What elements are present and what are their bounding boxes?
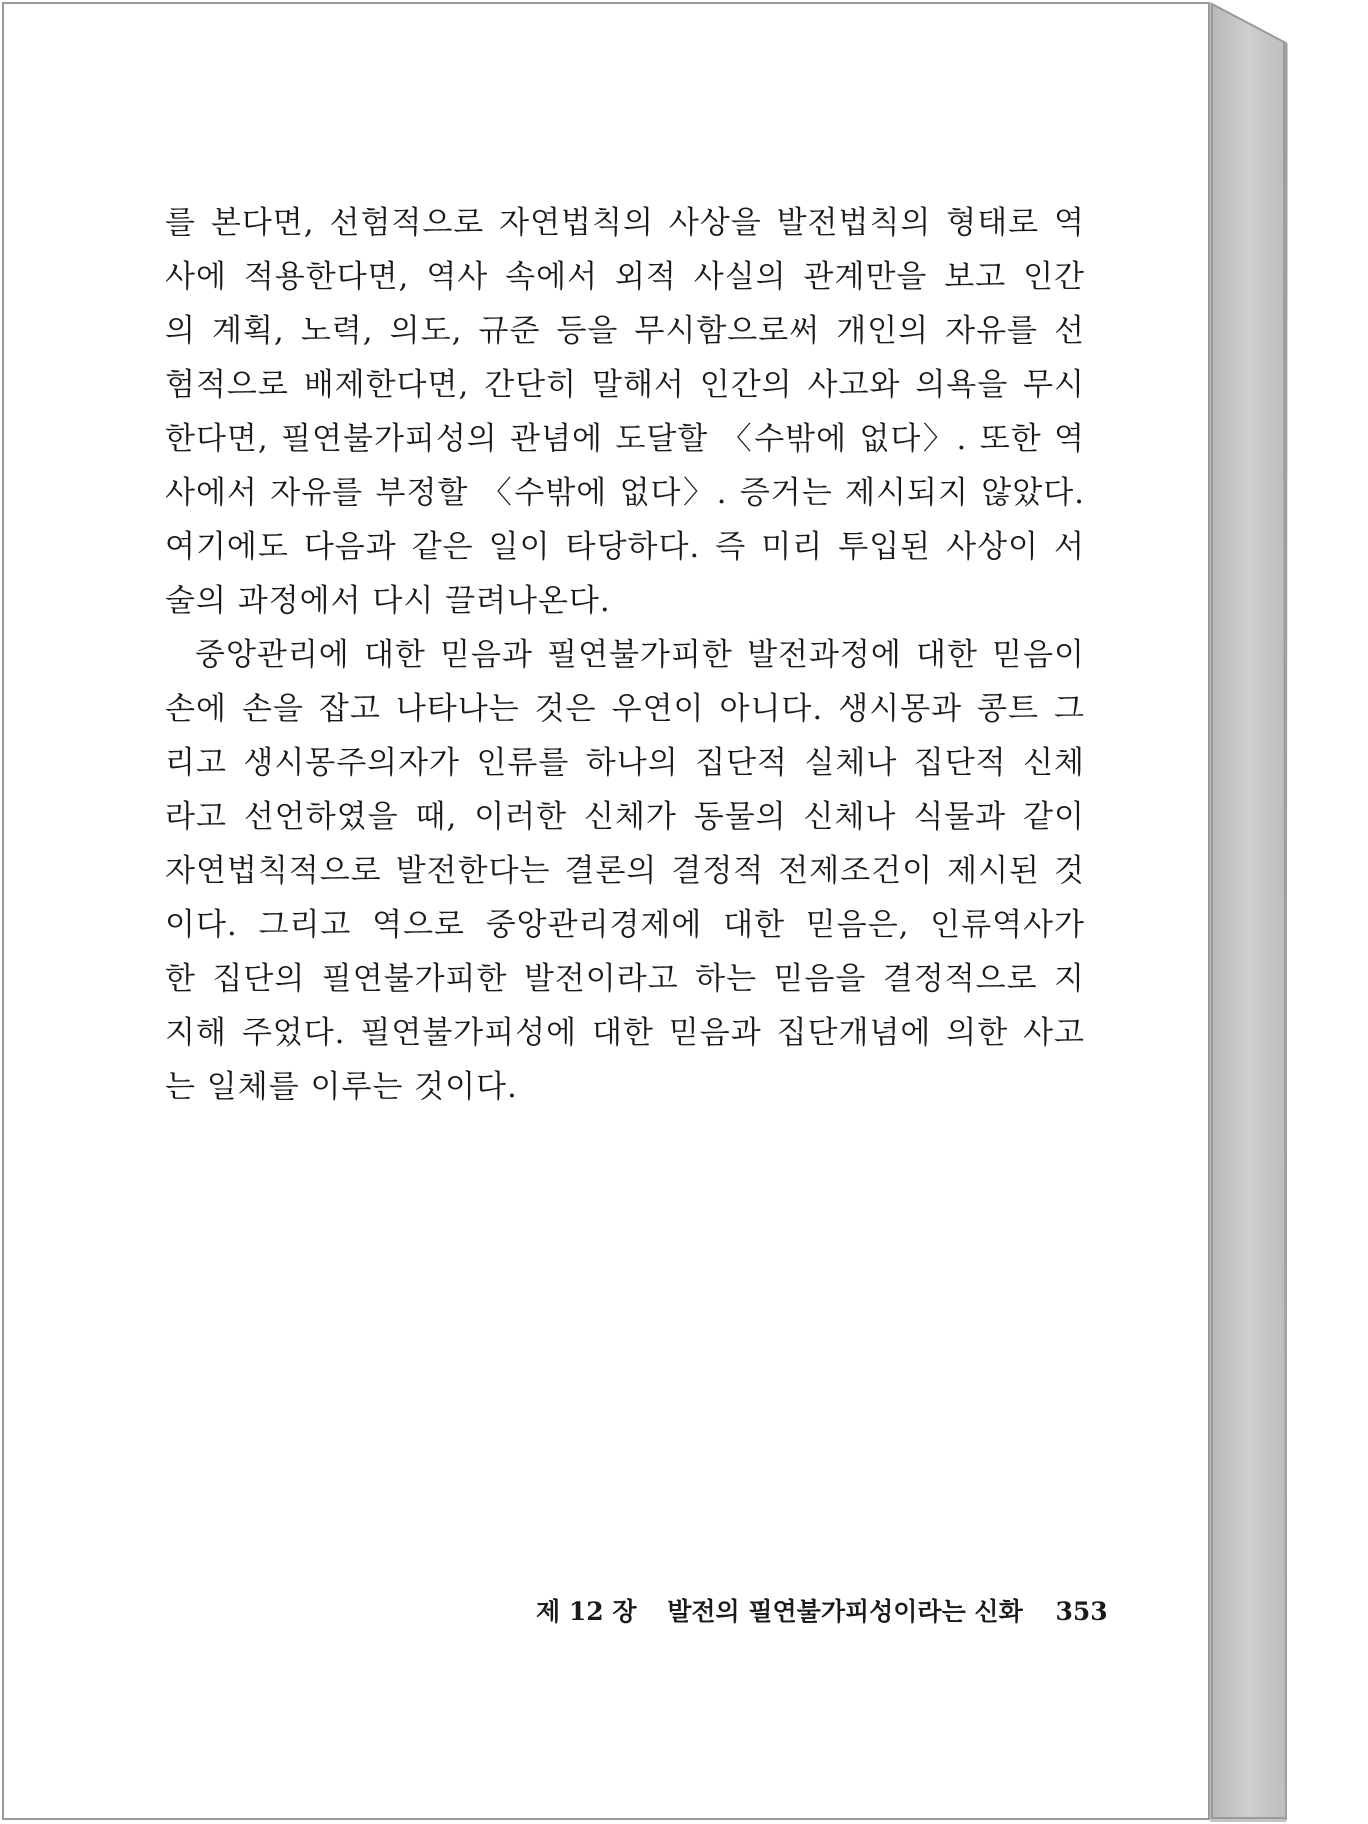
text-line: 술의 과정에서 다시 끌려나온다.: [165, 583, 611, 619]
chapter-title: 발전의 필연불가피성이라는 신화: [667, 1597, 1023, 1626]
page-number: 353: [1055, 1597, 1108, 1626]
text-line: 라고 선언하였을 때, 이러한 신체가 동물의 신체나 식물과 같이: [165, 799, 1085, 835]
text-line: 사에서 자유를 부정할 〈수밖에 없다〉. 증거는 제시되지 않았다.: [165, 475, 1085, 511]
text-line: 리고 생시몽주의자가 인류를 하나의 집단적 실체나 집단적 신체: [165, 745, 1085, 781]
text-line: 는 일체를 이루는 것이다.: [165, 1069, 518, 1105]
text-line: 여기에도 다음과 같은 일이 타당하다. 즉 미리 투입된 사상이 서: [165, 529, 1085, 565]
running-footer: [536, 1592, 1108, 1628]
text-line: 중앙관리에 대한 믿음과 필연불가피한 발전과정에 대한 믿음이: [195, 637, 1085, 673]
paragraph-1: [165, 196, 1085, 628]
paragraph-2: [165, 628, 1085, 1114]
text-line: 의 계획, 노력, 의도, 규준 등을 무시함으로써 개인의 자유를 선: [165, 313, 1085, 349]
text-line: 사에 적용한다면, 역사 속에서 외적 사실의 관계만을 보고 인간: [165, 259, 1085, 295]
text-line: 험적으로 배제한다면, 간단히 말해서 인간의 사고와 의욕을 무시: [165, 367, 1085, 403]
text-line: 손에 손을 잡고 나타나는 것은 우연이 아니다. 생시몽과 콩트 그: [165, 691, 1085, 727]
text-line: 한다면, 필연불가피성의 관념에 도달할 〈수밖에 없다〉. 또한 역: [165, 421, 1085, 457]
text-line: 이다. 그리고 역으로 중앙관리경제에 대한 믿음은, 인류역사가: [165, 907, 1085, 943]
text-line: 자연법칙적으로 발전한다는 결론의 결정적 전제조건이 제시된 것: [165, 853, 1085, 889]
chapter-label: 제 12 장: [536, 1597, 637, 1626]
book-page-edges: [1210, 0, 1368, 1824]
text-line: 를 본다면, 선험적으로 자연법칙의 사상을 발전법칙의 형태로 역: [165, 205, 1085, 241]
body-text: [165, 196, 1085, 1114]
text-line: 지해 주었다. 필연불가피성에 대한 믿음과 집단개념에 의한 사고: [165, 1015, 1085, 1051]
text-line: 한 집단의 필연불가피한 발전이라고 하는 믿음을 결정적으로 지: [165, 961, 1085, 997]
